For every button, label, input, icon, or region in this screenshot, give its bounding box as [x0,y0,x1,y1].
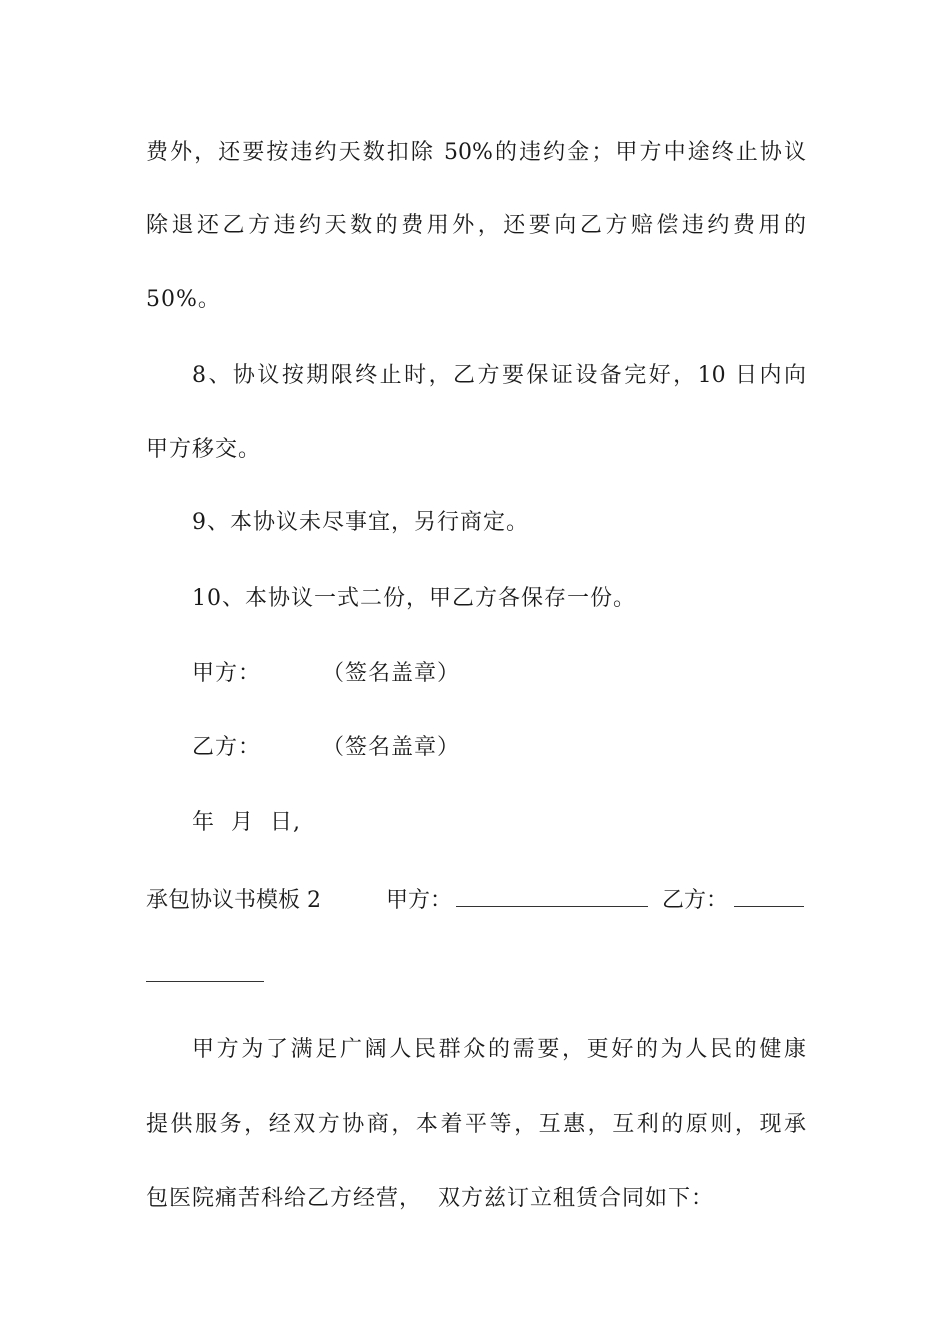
party-a-label: 甲方： [192,661,262,686]
template-2-party-a-label: 甲方： [386,888,453,913]
paragraph-line: 50%。 [146,287,221,312]
clause-9: 9、本协议未尽事宜，另行商定。 [192,510,529,535]
intro-line: 提供服务，经双方协商，本着平等，互惠，互利的原则，现承 [146,1112,806,1137]
template-2-heading [146,884,804,916]
template-2-party-b-label: 乙方： [662,888,729,913]
paragraph-line: 费外，还要按违约天数扣除 50%的违约金；甲方中途终止协议 [146,140,806,165]
intro-line: 包医院痛苦科给乙方经营， 双方兹订立租赁合同如下： [146,1186,714,1211]
party-b-label: 乙方： [192,735,262,760]
party-b-note: （签名盖章） [322,735,461,760]
party-a-note: （签名盖章） [322,661,461,686]
template-2-title: 承包协议书模板 2 [146,888,321,913]
party-a-signature [192,659,460,689]
signing-date: 年 月 日, [192,810,301,835]
party-a-blank [456,884,648,907]
party-b-blank-continued [146,981,264,982]
party-b-signature [192,733,460,763]
clause-10: 10、本协议一式二份，甲乙方各保存一份。 [192,586,636,611]
clause-8-line: 8、协议按期限终止时，乙方要保证设备完好，10 日内向 [192,363,806,388]
party-b-blank [734,884,804,907]
intro-line: 甲方为了满足广阔人民群众的需要，更好的为人民的健康 [192,1037,806,1062]
clause-8-line: 甲方移交。 [146,437,262,462]
paragraph-line: 除退还乙方违约天数的费用外，还要向乙方赔偿违约费用的 [146,213,806,238]
